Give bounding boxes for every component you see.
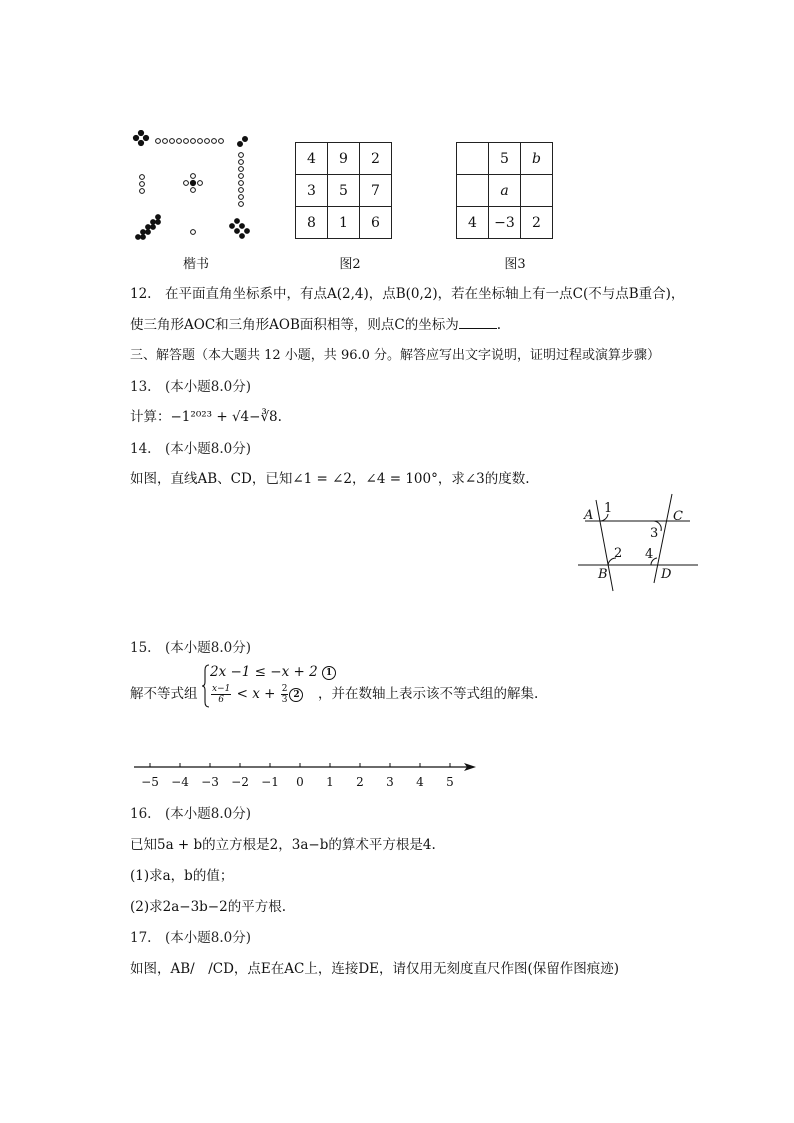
fig2-cell: 8 bbox=[296, 207, 328, 239]
inequality-1-text: 2x −1 ≤ −x + 2 bbox=[210, 664, 318, 680]
label-2: 2 bbox=[614, 546, 623, 561]
fig3-cell: −3 bbox=[489, 207, 521, 239]
number-line-label: −1 bbox=[261, 775, 279, 789]
fraction-1-numerator: x−1 bbox=[212, 684, 231, 694]
q12-line1: 12. 在平面直角坐标系中，有点A(2,4)，点B(0,2)，若在坐标轴上有一点C(不与点B重合)， bbox=[130, 286, 685, 302]
answer-blank[interactable] bbox=[459, 316, 497, 329]
number-line-label: 0 bbox=[296, 775, 304, 789]
fig3-cell bbox=[521, 175, 553, 207]
fig2-cell: 6 bbox=[360, 207, 392, 239]
label-D: D bbox=[661, 567, 672, 582]
number-line-label: 1 bbox=[326, 775, 334, 789]
number-line-label: 4 bbox=[416, 775, 424, 789]
fig3-grid bbox=[456, 142, 553, 239]
number-line[interactable] bbox=[130, 755, 482, 795]
fig2-cell: 5 bbox=[328, 175, 360, 207]
q15-prefix: 解不等式组 bbox=[130, 686, 198, 702]
number-line-label: −5 bbox=[141, 775, 159, 789]
q16-part1: (1)求a，b的值； bbox=[130, 868, 234, 884]
label-3: 3 bbox=[650, 526, 659, 541]
q13-head: 13. (本小题8.0分) bbox=[130, 379, 251, 395]
fig3-cell: b bbox=[521, 143, 553, 175]
fig2-cell: 4 bbox=[296, 143, 328, 175]
number-line-label: 3 bbox=[386, 775, 394, 789]
q14-head: 14. (本小题8.0分) bbox=[130, 441, 251, 457]
fraction-1-denominator: 6 bbox=[218, 695, 225, 705]
fig2-cell: 1 bbox=[328, 207, 360, 239]
label-A: A bbox=[584, 508, 594, 523]
q14-parallel-lines-figure bbox=[570, 490, 705, 600]
q13-prefix: 计算： bbox=[130, 409, 171, 425]
fig3-cell: 5 bbox=[489, 143, 521, 175]
fraction-2 bbox=[281, 684, 289, 705]
q12-line2-end: . bbox=[496, 317, 502, 333]
fig3-cell: 4 bbox=[457, 207, 489, 239]
number-line-label: −3 bbox=[201, 775, 219, 789]
section3-title: 三、解答题（本大题共 12 小题，共 96.0 分。解答应写出文字说明，证明过程或演算步骤） bbox=[130, 348, 661, 363]
q17-head: 17. (本小题8.0分) bbox=[130, 930, 251, 946]
q16-part2: (2)求2a−3b−2的平方根. bbox=[130, 899, 286, 915]
q13-body bbox=[130, 405, 282, 425]
circled-number-1: 1 bbox=[322, 666, 336, 680]
fig2-cell: 2 bbox=[360, 143, 392, 175]
fig3-caption: 图3 bbox=[504, 257, 526, 272]
fraction-2-denominator: 3 bbox=[281, 695, 288, 705]
fraction-1 bbox=[211, 684, 231, 705]
label-B: B bbox=[598, 567, 608, 582]
label-C: C bbox=[673, 509, 683, 524]
q13-expression: −1²⁰²³ + √4−∛8. bbox=[170, 409, 282, 425]
label-1: 1 bbox=[604, 501, 613, 516]
fig3-cell: a bbox=[489, 175, 521, 207]
fraction-2-numerator: 2 bbox=[281, 684, 288, 694]
inequality-2 bbox=[210, 684, 303, 705]
fig2-cell: 3 bbox=[296, 175, 328, 207]
q17-text: 如图，AB/ /CD，点E在AC上，连接DE，请仅用无刻度直尺作图(保留作图痕迹) bbox=[130, 961, 620, 977]
kaishu-dot-figure bbox=[128, 130, 258, 245]
fig3-cell bbox=[457, 143, 489, 175]
fig2-cell: 7 bbox=[360, 175, 392, 207]
inequality-2-middle: < x + bbox=[232, 686, 280, 702]
fig2-caption: 图2 bbox=[339, 257, 361, 272]
number-line-label: −2 bbox=[231, 775, 249, 789]
number-line-label: 2 bbox=[356, 775, 364, 789]
q16-text: 已知5a + b的立方根是2，3a−b的算术平方根是4. bbox=[130, 837, 436, 853]
fig2-cell: 9 bbox=[328, 143, 360, 175]
circled-number-2: 2 bbox=[289, 688, 303, 702]
fig2-magic-square bbox=[295, 142, 392, 239]
label-4: 4 bbox=[645, 547, 654, 562]
q12-line2 bbox=[130, 313, 501, 333]
q15-head: 15. (本小题8.0分) bbox=[130, 640, 251, 656]
number-line-label: −4 bbox=[171, 775, 189, 789]
fig3-cell: 2 bbox=[521, 207, 553, 239]
q12-line2-text: 使三角形AOC和三角形AOB面积相等，则点C的坐标为 bbox=[130, 317, 459, 333]
q15-suffix: ，并在数轴上表示该不等式组的解集. bbox=[318, 686, 539, 702]
kaishu-caption: 楷书 bbox=[182, 257, 209, 272]
brace-icon bbox=[202, 664, 210, 708]
fig3-cell bbox=[457, 175, 489, 207]
number-line-label: 5 bbox=[446, 775, 454, 789]
q14-text: 如图，直线AB、CD，已知∠1 = ∠2，∠4 = 100°，求∠3的度数. bbox=[130, 471, 530, 487]
q16-head: 16. (本小题8.0分) bbox=[130, 806, 251, 822]
inequality-1 bbox=[210, 664, 336, 680]
